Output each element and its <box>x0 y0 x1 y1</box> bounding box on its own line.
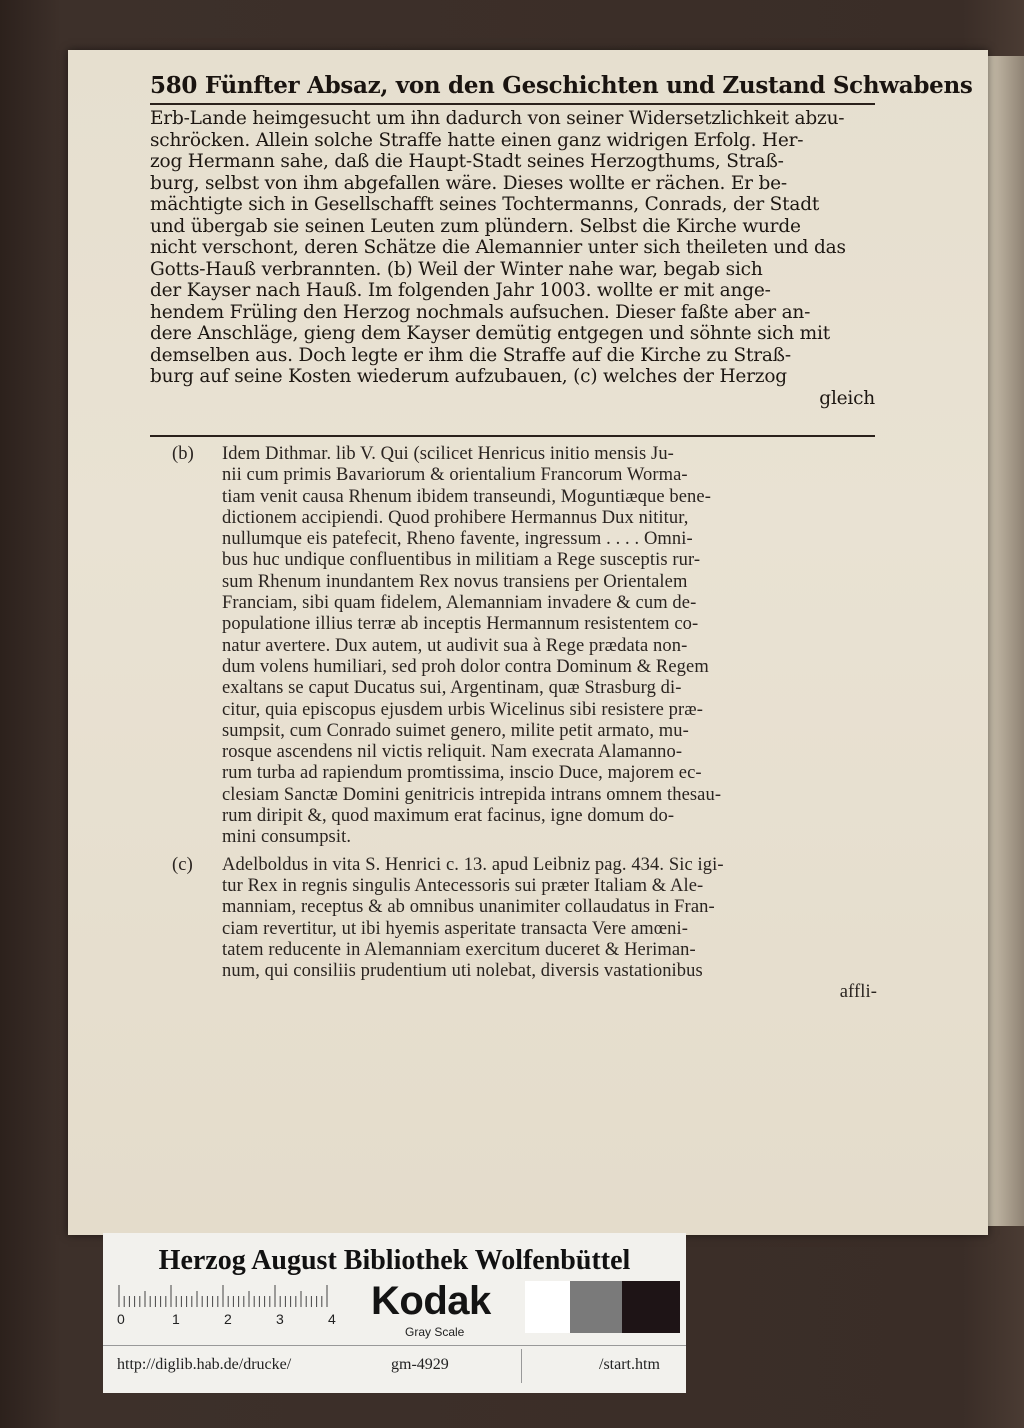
gray-scale-label: Gray Scale <box>405 1325 465 1339</box>
text-line: und übergab sie seinen Leuten zum plündern. Selbst die Kirche wurde <box>150 215 801 237</box>
header-rule <box>150 103 875 105</box>
kodak-logo: Kodak <box>371 1279 491 1323</box>
text-line: mächtigte sich in Gesellschafft seines Tochtermanns, Conrads, der Stadt <box>150 194 820 215</box>
text-line: burg, selbst von ihm abgefallen wäre. Dieses wollte er rächen. Er be- <box>150 172 787 194</box>
footnote-label: (c) <box>172 854 193 875</box>
footnote-text: tatem reducente in Alemanniam exercitum duceret & Heriman- <box>222 939 696 960</box>
text-line: Gotts-Hauß verbrannten. (b) Weil der Winter nahe war, begab sich <box>150 258 763 280</box>
card-divider <box>521 1349 522 1383</box>
ruler-number: 0 <box>117 1311 125 1327</box>
text-line: hendem Früling den Herzog nochmals aufsuchen. Dieser faßte aber an- <box>150 301 811 323</box>
footnote-label: (b) <box>172 444 194 464</box>
text-line: nicht verschont, deren Schätze die Alemannier unter sich theileten und das <box>150 237 846 258</box>
footnote-catchword: affli- <box>839 982 877 1003</box>
footnote-line <box>172 742 877 763</box>
text-line: Erb-Lande heimgesucht um ihn dadurch von seiner Widersetzlichkeit abzu- <box>150 108 845 129</box>
text-line: schröcken. Allein solche Straffe hatte einen ganz widrigen Erfolg. Her- <box>150 129 804 151</box>
footnote-line <box>172 614 877 635</box>
footnote-line <box>172 465 877 486</box>
footnote-line <box>172 529 877 550</box>
footnote-text: citur, quia episcopus ejusdem urbis Wicelinus sibi resistere præ- <box>222 699 703 720</box>
footnote-text: Idem Dithmar. lib V. Qui (scilicet Henricus initio mensis Ju- <box>222 444 674 464</box>
footnote-text: tiam venit causa Rhenum ibidem transeundi, Moguntiæque bene- <box>222 486 711 507</box>
footnote-text: natur avertere. Dux autem, ut audivit sua à Rege prædata non- <box>222 635 688 656</box>
footnote-text: rosque ascendens nil victis reliquit. Nam execrata Alamanno- <box>222 742 683 763</box>
main-body-text <box>150 108 875 409</box>
ruler-number: 4 <box>328 1311 336 1327</box>
footer-shelfmark: gm-4929 <box>391 1356 449 1373</box>
footnote-line <box>172 940 877 961</box>
footnote-line <box>172 897 877 918</box>
text-line: burg auf seine Kosten wiederum aufzubauen, (c) welches der Herzog <box>150 366 787 387</box>
footnote-text: manniam, receptus & ab omnibus unanimiter collaudatus in Fran- <box>222 897 715 918</box>
footnote-text: rum turba ad rapiendum promtissima, inscio Duce, majorem ec- <box>222 763 702 784</box>
footnote-line <box>172 763 877 784</box>
footnote-line <box>172 785 877 806</box>
footnote-line <box>172 919 877 940</box>
footnote-text: ciam revertitur, ut ibi hyemis asperitate transacta Vere amœni- <box>222 918 688 939</box>
footer-start-page: /start.htm <box>599 1356 660 1373</box>
running-head: 580 Fünfter Absaz, von den Geschichten und Zustand Schwabens <box>150 72 973 99</box>
footnote-line <box>172 444 877 465</box>
ruler-number: 2 <box>224 1311 232 1327</box>
card-divider <box>103 1345 686 1346</box>
next-page-edge <box>988 56 1024 1226</box>
footnote-text: populatione illius terræ ab inceptis Hermannum resistentem co- <box>222 614 699 635</box>
gray-patch-black <box>622 1281 680 1333</box>
footnote-line <box>172 550 877 571</box>
footnote-text: dictionem accipiendi. Quod prohibere Hermannus Dux nititur, <box>222 507 689 528</box>
footnote-line <box>172 700 877 721</box>
footnote-text: clesiam Sanctæ Domini genitricis intrepida intrans omnem thesau- <box>222 784 722 805</box>
footnote-text: sumpsit, cum Conrado suimet genero, milite petit armato, mu- <box>222 720 689 741</box>
footnote-line <box>172 961 877 982</box>
footnote-rule <box>150 435 875 437</box>
footnote-line <box>172 678 877 699</box>
library-name: Herzog August Bibliothek Wolfenbüttel <box>158 1245 631 1276</box>
footnote-line <box>172 855 877 876</box>
footnote-text: Adelboldus in vita S. Henrici c. 13. apud Leibniz pag. 434. Sic igi- <box>222 854 724 875</box>
footnote-text: mini consumpsit. <box>222 827 352 848</box>
footnote-line <box>172 572 877 593</box>
footnote-line <box>172 876 877 897</box>
color-target-card <box>103 1233 686 1393</box>
footnote-text: dum volens humiliari, sed proh dolor contra Dominum & Regem <box>222 656 709 677</box>
ruler-ticks <box>117 1283 367 1307</box>
footer-url: http://diglib.hab.de/drucke/ <box>117 1356 292 1373</box>
footnote-line <box>172 806 877 827</box>
footnote-text: sum Rhenum inundantem Rex novus transiens per Orientalem <box>222 571 688 592</box>
footnote-line <box>172 636 877 657</box>
footnote-line <box>172 827 877 848</box>
footnote-text: exaltans se caput Ducatus sui, Argentinam, quæ Strasburg di- <box>222 678 682 699</box>
footnote-text: rum diripit &, quod maximum erat facinus, igne domum do- <box>222 806 675 827</box>
ruler-number: 1 <box>172 1311 180 1327</box>
ruler-numbers <box>117 1311 367 1329</box>
text-line: dere Anschläge, gieng dem Kayser demütig entgegen und söhnte sich mit <box>150 323 830 344</box>
text-line: demselben aus. Doch legte er ihm die Straffe auf die Kirche zu Straß- <box>150 344 791 366</box>
text-line: zog Hermann sahe, daß die Haupt-Stadt seines Herzogthums, Straß- <box>150 151 784 172</box>
footnote-text: Franciam, sibi quam fidelem, Alemanniam invadere & cum de- <box>222 593 697 614</box>
footnote-text: nii cum primis Bavariorum & orientalium Francorum Worma- <box>222 465 688 486</box>
footnotes <box>172 444 877 1004</box>
footnote-text: bus huc undique confluentibus in militiam a Rege susceptis rur- <box>222 550 701 571</box>
footnote-line <box>172 657 877 678</box>
footnote-text: num, qui consiliis prudentium uti nolebat, diversis vastationibus <box>222 961 703 982</box>
footnote-text: nullumque eis patefecit, Rheno favente, ingressum . . . . Omni- <box>222 529 693 550</box>
gray-patch-white <box>525 1281 570 1333</box>
footnote-line <box>172 593 877 614</box>
footnote-line <box>172 487 877 508</box>
text-line: der Kayser nach Hauß. Im folgenden Jahr 1003. wollte er mit ange- <box>150 280 771 301</box>
gray-patch-mid <box>570 1281 622 1333</box>
catchword: gleich <box>819 387 875 409</box>
footnote-line <box>172 721 877 742</box>
footnote-line <box>172 508 877 529</box>
ruler-number: 3 <box>276 1311 284 1327</box>
footnote-text: tur Rex in regnis singulis Antecessoris sui præter Italiam & Ale- <box>222 875 704 896</box>
